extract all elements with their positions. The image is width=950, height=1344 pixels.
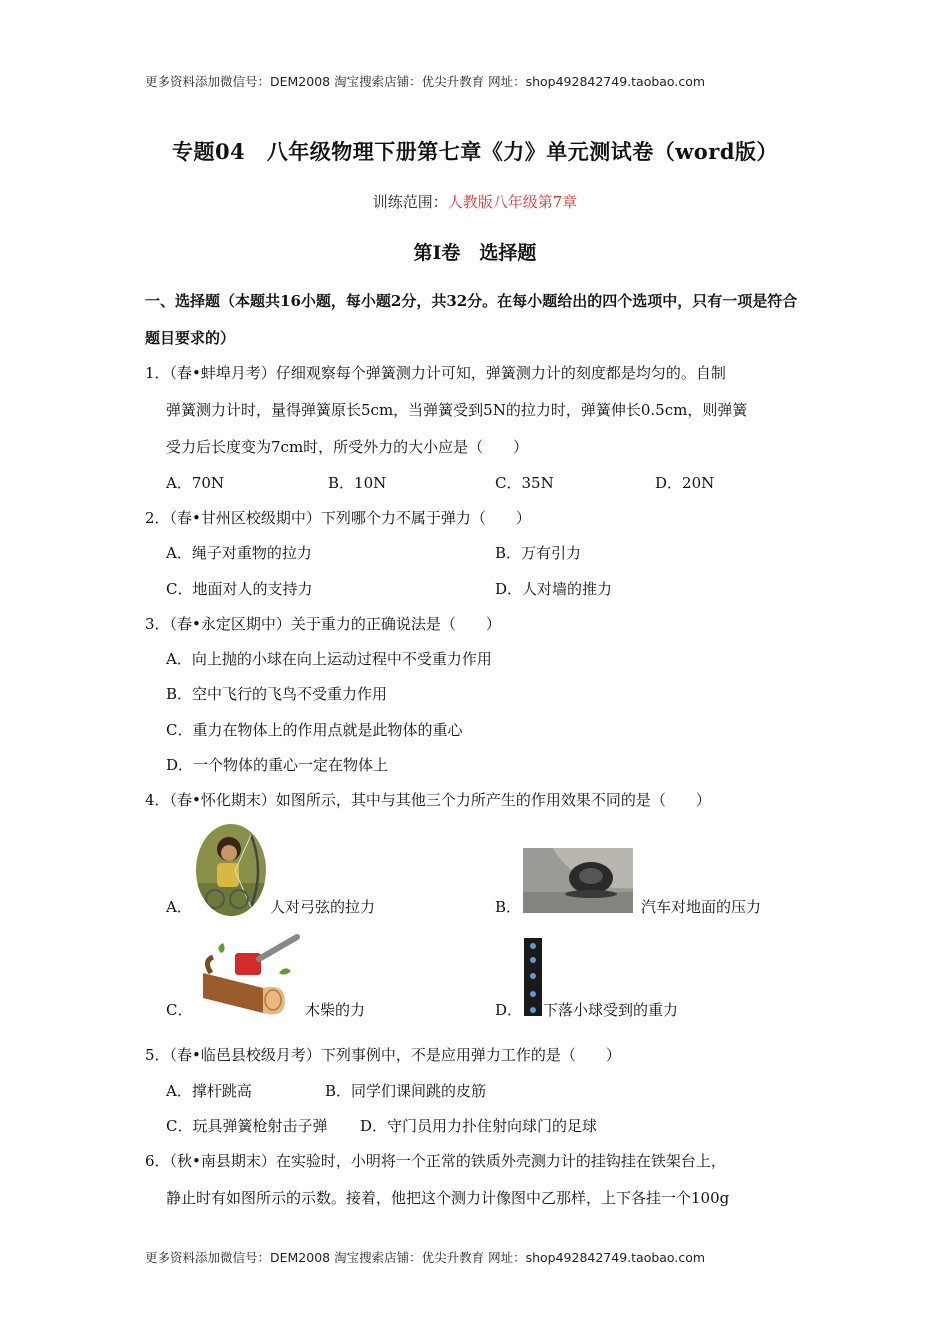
q4-option-d-label: D． — [495, 1001, 523, 1019]
question-4-stem: 4．（春•怀化期末）如图所示，其中与其他三个力所产生的作用效果不同的是（ ） — [145, 791, 711, 809]
section-heading: 一、选择题（本题共16小题，每小题2分，共32分。在每小题给出的四个选项中，只有一项是符合题目要求的） — [145, 292, 798, 347]
q3-option-b: B．空中飞行的飞鸟不受重力作用 — [166, 685, 388, 703]
q3-option-d: D．一个物体的重心一定在物体上 — [166, 756, 389, 774]
part-title: 第Ⅰ卷 选择题 — [413, 242, 537, 264]
q1-option-d: D．20N — [655, 474, 715, 492]
q5-option-d: D．守门员用力扑住射向球门的足球 — [360, 1117, 598, 1135]
q4-option-d-text: 下落小球受到的重力 — [543, 1001, 679, 1019]
q4-option-b-text: 汽车对地面的压力 — [641, 898, 762, 916]
question-3-stem: 3．（春•永定区期中）关于重力的正确说法是（ ） — [145, 615, 501, 633]
question-5-stem: 5．（春•临邑县校级月考）下列事例中，不是应用弹力工作的是（ ） — [145, 1046, 621, 1064]
q2-option-c: C．地面对人的支持力 — [166, 580, 313, 598]
q5-option-b: B．同学们课间跳的皮筋 — [325, 1082, 487, 1100]
q4-option-a-label: A． — [166, 898, 192, 916]
question-1-line-3: 受力后长度变为7cm时，所受外力的大小应是（ ） — [166, 438, 529, 456]
question-1-line-2: 弹簧测力计时，量得弹簧原长5cm，当弹簧受到5N的拉力时，弹簧伸长0.5cm，则弹簧 — [166, 401, 748, 419]
document-title: 专题04 八年级物理下册第七章《力》单元测试卷（word版） — [171, 139, 779, 164]
training-scope — [0, 191, 950, 212]
q1-option-a: A．70N — [166, 474, 225, 492]
q1-option-b: B．10N — [328, 474, 387, 492]
archer-bow-image — [195, 823, 267, 917]
axe-log-image — [193, 933, 303, 1021]
question-2-stem: 2．（春•甘州区校级期中）下列哪个力不属于弹力（ ） — [145, 509, 531, 527]
q5-option-a: A．撑杆跳高 — [166, 1082, 252, 1100]
q2-option-b: B．万有引力 — [495, 544, 582, 562]
q2-option-a: A．绳子对重物的拉力 — [166, 544, 312, 562]
page-footer: 更多资料添加微信号：DEM2008 淘宝搜索店铺：优尖升教育 网址：shop492842749.taobao.com — [145, 1250, 706, 1265]
scope-label: 训练范围： — [372, 193, 448, 211]
q3-option-c: C．重力在物体上的作用点就是此物体的重心 — [166, 721, 463, 739]
q2-option-d: D．人对墙的推力 — [495, 580, 613, 598]
question-1-line-1: 1．（春•蚌埠月考）仔细观察每个弹簧测力计可知，弹簧测力计的刻度都是均匀的。自制 — [145, 364, 726, 382]
q4-option-c-text: 木柴的力 — [305, 1001, 366, 1019]
q4-option-c-label: C． — [166, 1001, 193, 1019]
car-tire-image — [523, 848, 633, 913]
q5-option-c: C．玩具弹簧枪射击子弹 — [166, 1117, 328, 1135]
page-header: 更多资料添加微信号：DEM2008 淘宝搜索店铺：优尖升教育 网址：shop492842749.taobao.com — [145, 74, 706, 89]
q1-option-c: C．35N — [495, 474, 554, 492]
falling-ball-image — [524, 938, 542, 1016]
question-6-line-2: 静止时有如图所示的示数。接着，他把这个测力计像图中乙那样，上下各挂一个100g — [166, 1189, 730, 1207]
scope-value: 人教版八年级第7章 — [447, 193, 578, 211]
q4-option-a-text: 人对弓弦的拉力 — [270, 898, 376, 916]
q3-option-a: A．向上抛的小球在向上运动过程中不受重力作用 — [166, 650, 492, 668]
question-6-line-1: 6．（秋•南县期末）在实验时，小明将一个正常的铁质外壳测力计的挂钩挂在铁架台上， — [145, 1152, 726, 1170]
q4-option-b-label: B． — [495, 898, 522, 916]
